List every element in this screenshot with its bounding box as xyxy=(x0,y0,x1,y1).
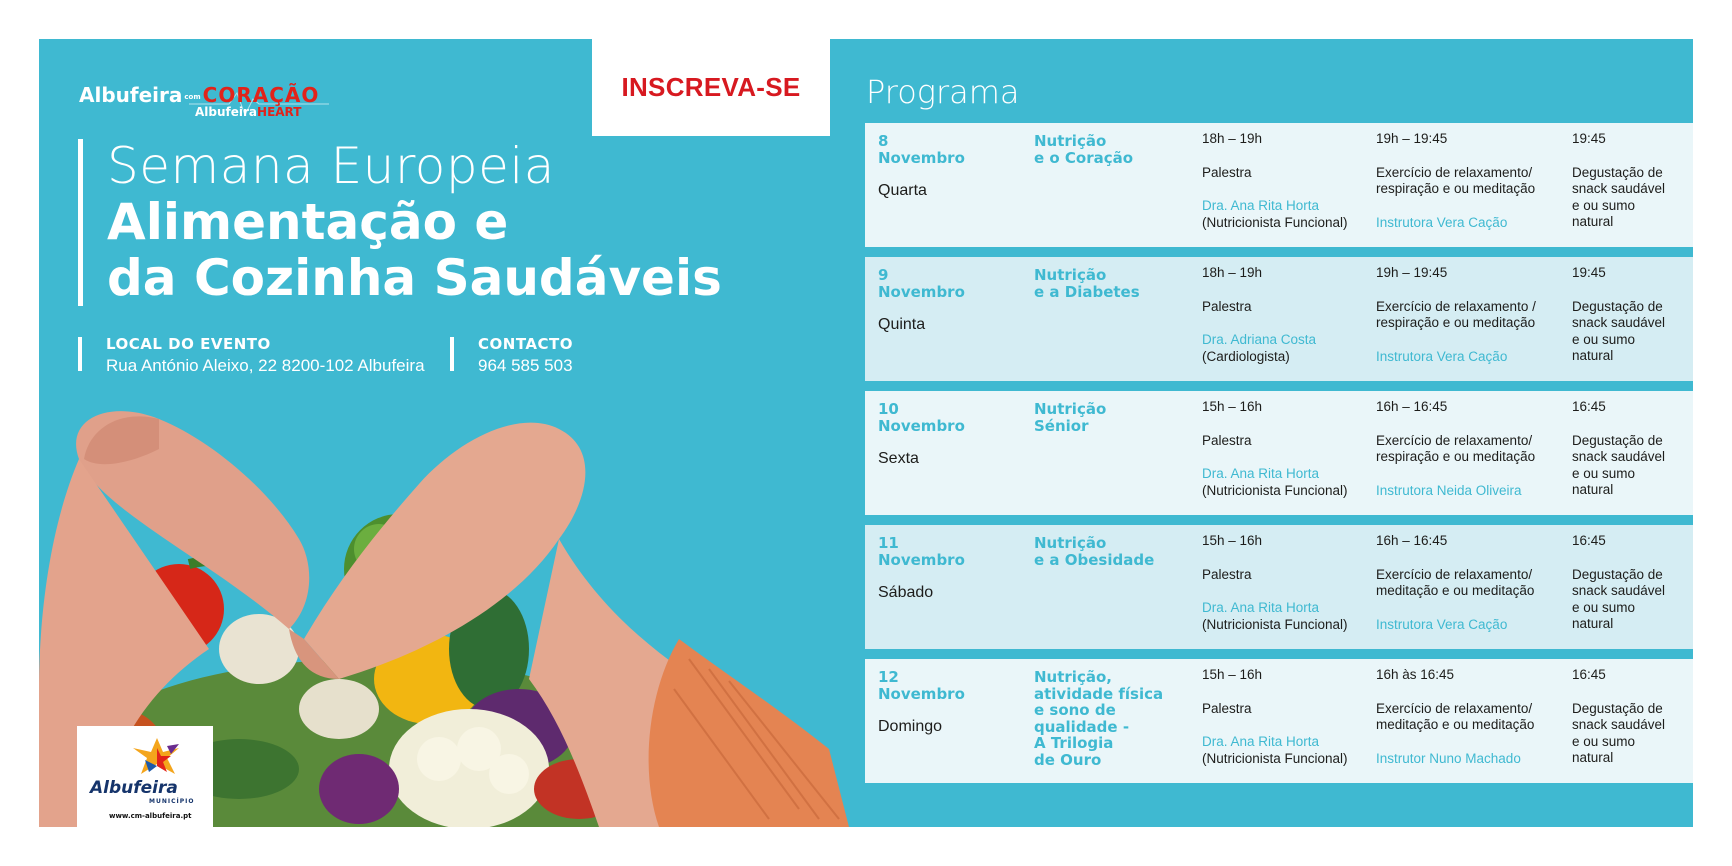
day-date: 12 Novembro xyxy=(878,668,965,703)
contact-divider xyxy=(450,337,454,371)
exercise-time: 16h – 16:45 xyxy=(1376,399,1448,414)
day-date-cell xyxy=(878,535,1018,602)
talk-time: 18h – 19h xyxy=(1202,131,1263,146)
day-date-cell xyxy=(878,267,1018,334)
day-date-cell xyxy=(878,133,1018,200)
exercise-time: 16h às 16:45 xyxy=(1376,667,1455,682)
tasting-time: 19:45 xyxy=(1572,265,1606,280)
tasting-time: 16:45 xyxy=(1572,399,1606,414)
exercise-cell xyxy=(1376,131,1566,231)
day-date: 10 Novembro xyxy=(878,400,965,435)
exercise-instructor: Instrutora Vera Cação xyxy=(1376,348,1508,364)
talk-speaker: Dra. Adriana Costa xyxy=(1202,332,1317,347)
exercise-instructor: Instrutora Neida Oliveira xyxy=(1376,482,1522,498)
talk-speaker-role: (Nutricionista Funcional) xyxy=(1202,214,1348,230)
day-date: 9 Novembro xyxy=(878,266,965,301)
location-label: LOCAL DO EVENTO xyxy=(106,335,271,353)
headline-main xyxy=(107,194,722,306)
albufeira-com-coracao-logo xyxy=(79,83,319,119)
day-theme: Nutrição e o Coração xyxy=(1034,132,1134,167)
day-theme: Nutrição, atividade física e sono de qualidade - A Trilogia de Ouro xyxy=(1034,668,1164,769)
day-date: 11 Novembro xyxy=(878,534,965,569)
headline-line-2: Alimentação e xyxy=(107,193,509,251)
exercise-cell xyxy=(1376,399,1566,499)
tasting-activity: Degustação de snack saudável e ou sumo natural xyxy=(1572,164,1666,229)
schedule-day-row xyxy=(865,257,1693,381)
talk-speaker: Dra. Ana Rita Horta xyxy=(1202,600,1320,615)
programme-title: Programa xyxy=(866,73,1020,111)
logo-com: com xyxy=(184,92,201,101)
tasting-activity: Degustação de snack saudável e ou sumo natural xyxy=(1572,432,1666,497)
day-date-cell xyxy=(878,401,1018,468)
tasting-time: 16:45 xyxy=(1572,533,1606,548)
exercise-time: 19h – 19:45 xyxy=(1376,131,1448,146)
day-weekday: Quinta xyxy=(878,316,926,333)
talk-cell xyxy=(1202,533,1372,633)
talk-speaker: Dra. Ana Rita Horta xyxy=(1202,198,1320,213)
exercise-activity: Exercício de relaxamento / respiração e ou meditação xyxy=(1376,298,1536,330)
title-divider xyxy=(78,139,83,306)
tasting-activity: Degustação de snack saudável e ou sumo natural xyxy=(1572,700,1666,765)
programme-schedule xyxy=(865,123,1693,793)
talk-cell xyxy=(1202,131,1372,231)
exercise-activity: Exercício de relaxamento/ meditação e ou meditação xyxy=(1376,700,1535,732)
talk-activity: Palestra xyxy=(1202,164,1252,180)
municipality-star-icon xyxy=(127,736,187,778)
tasting-cell xyxy=(1572,533,1692,633)
exercise-time: 19h – 19:45 xyxy=(1376,265,1448,280)
logo-sub-word: Albufeira xyxy=(195,105,258,119)
tasting-time: 16:45 xyxy=(1572,667,1606,682)
exercise-activity: Exercício de relaxamento/ meditação e ou meditação xyxy=(1376,566,1535,598)
headline-line-3: da Cozinha Saudáveis xyxy=(107,249,722,307)
day-weekday: Quarta xyxy=(878,182,927,199)
talk-cell xyxy=(1202,667,1372,767)
tasting-time: 19:45 xyxy=(1572,131,1606,146)
tasting-cell xyxy=(1572,399,1692,499)
logo-accent: CORAÇÃO xyxy=(202,83,320,107)
day-date-cell xyxy=(878,669,1018,736)
tasting-cell xyxy=(1572,265,1692,365)
day-weekday: Sexta xyxy=(878,450,919,467)
talk-speaker: Dra. Ana Rita Horta xyxy=(1202,734,1320,749)
exercise-cell xyxy=(1376,265,1566,365)
day-theme: Nutrição e a Diabetes xyxy=(1034,266,1140,301)
day-date: 8 Novembro xyxy=(878,132,965,167)
day-theme: Nutrição Sénior xyxy=(1034,400,1107,435)
talk-cell xyxy=(1202,265,1372,365)
talk-time: 18h – 19h xyxy=(1202,265,1263,280)
exercise-activity: Exercício de relaxamento/ respiração e ou meditação xyxy=(1376,164,1536,196)
schedule-day-row xyxy=(865,525,1693,649)
municipality-url: www.cm-albufeira.pt xyxy=(109,812,192,820)
talk-time: 15h – 16h xyxy=(1202,667,1263,682)
tasting-cell xyxy=(1572,667,1692,767)
talk-speaker-role: (Nutricionista Funcional) xyxy=(1202,616,1348,632)
headline-line-1: Semana Europeia xyxy=(107,137,555,195)
schedule-day-row xyxy=(865,659,1693,783)
location-value: Rua António Aleixo, 22 8200-102 Albufeira xyxy=(106,356,425,375)
exercise-instructor: Instrutor Nuno Machado xyxy=(1376,750,1521,766)
talk-activity: Palestra xyxy=(1202,566,1252,582)
talk-time: 15h – 16h xyxy=(1202,533,1263,548)
talk-time: 15h – 16h xyxy=(1202,399,1263,414)
logo-sub-accent: HEART xyxy=(257,105,302,119)
event-location xyxy=(78,335,425,376)
day-theme: Nutrição e a Obesidade xyxy=(1034,534,1155,569)
exercise-instructor: Instrutora Vera Cação xyxy=(1376,214,1508,230)
day-weekday: Sábado xyxy=(878,584,934,601)
location-divider xyxy=(78,337,82,371)
talk-cell xyxy=(1202,399,1372,499)
schedule-day-row xyxy=(865,391,1693,515)
talk-activity: Palestra xyxy=(1202,700,1252,716)
municipality-name: Albufeira xyxy=(90,778,178,798)
talk-speaker-role: (Cardiologista) xyxy=(1202,348,1290,364)
exercise-time: 16h – 16:45 xyxy=(1376,533,1448,548)
contact-value: 964 585 503 xyxy=(478,356,573,375)
talk-speaker-role: (Nutricionista Funcional) xyxy=(1202,750,1348,766)
talk-activity: Palestra xyxy=(1202,432,1252,448)
exercise-cell xyxy=(1376,533,1566,633)
talk-activity: Palestra xyxy=(1202,298,1252,314)
municipality-logo xyxy=(77,726,213,827)
event-contact xyxy=(450,335,573,376)
tasting-activity: Degustação de snack saudável e ou sumo natural xyxy=(1572,298,1666,363)
municipality-subtitle: MUNICÍPIO xyxy=(149,798,195,805)
logo-word: Albufeira xyxy=(79,83,183,107)
register-button[interactable]: INSCREVA-SE xyxy=(592,39,830,136)
exercise-instructor: Instrutora Vera Cação xyxy=(1376,616,1508,632)
tasting-cell xyxy=(1572,131,1692,231)
day-weekday: Domingo xyxy=(878,718,943,735)
contact-label: CONTACTO xyxy=(478,335,573,353)
talk-speaker-role: (Nutricionista Funcional) xyxy=(1202,482,1348,498)
tasting-activity: Degustação de snack saudável e ou sumo natural xyxy=(1572,566,1666,631)
exercise-cell xyxy=(1376,667,1566,767)
talk-speaker: Dra. Ana Rita Horta xyxy=(1202,466,1320,481)
schedule-day-row xyxy=(865,123,1693,247)
poster-panel xyxy=(39,39,1693,827)
exercise-activity: Exercício de relaxamento/ respiração e ou meditação xyxy=(1376,432,1536,464)
